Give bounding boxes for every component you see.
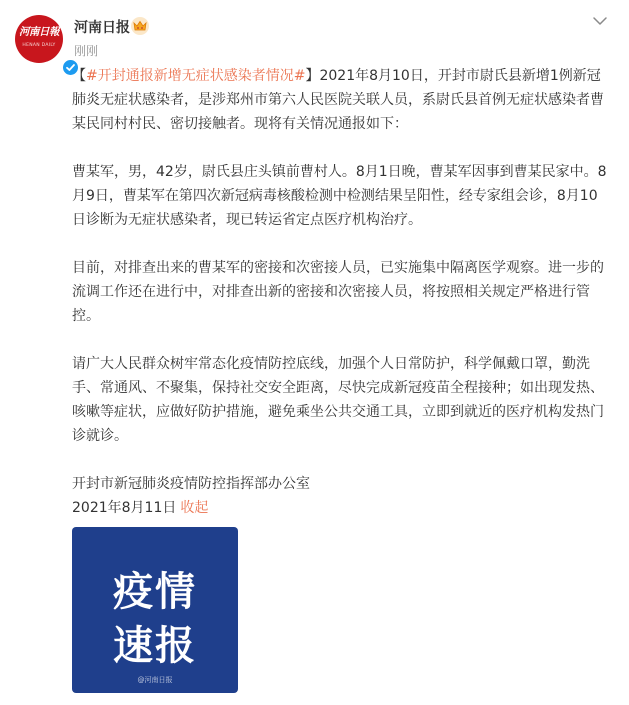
post-date: 2021年8月11日	[72, 500, 177, 516]
collapse-link[interactable]: 收起	[180, 500, 209, 516]
paragraph-1-text: 】2021年8月10日，开封市尉氏县新增1例新冠肺炎无症状感染者，是涉郑州市第六人民医院关联人员，系尉氏县首例无症状感染者曹某民同村村民、密切接触者。现将有关情况通报如下：	[72, 68, 604, 132]
bracket-open: 【	[72, 68, 86, 84]
post-paragraph-4: 请广大人民群众树牢常态化疫情防控底线，加强个人日常防护，科学佩戴口罩，勤洗手、常通风、不聚集，保持社交安全距离，尽快完成新冠疫苗全程接种；如出现发热、咳嗽等症状，应做好防护措施，避免乘坐公共交通工具，立即到就近的医疗机构发热门诊就诊。	[72, 356, 604, 444]
post-date-line	[72, 496, 610, 520]
post-image[interactable]	[72, 527, 238, 693]
post-paragraph-2: 曹某军，男，42岁，尉氏县庄头镇前曹村人。8月1日晚，曹某军因事到曹某民家中。8月9日，曹某军在第四次新冠病毒核酸检测中检测结果呈阳性，经专家组会诊，8月10日诊断为无症状感染者，现已转运省定点医疗机构治疗。	[72, 164, 607, 228]
avatar-logo-text: 河南日報	[19, 26, 59, 38]
post-paragraph-3: 目前，对排查出来的曹某军的密接和次密接人员，已实施集中隔离医学观察。进一步的流调工作还在进行中，对排查出新的密接和次密接人员，将按照相关规定严格进行管控。	[72, 260, 604, 324]
image-text-line-1: 疫情	[113, 569, 197, 615]
crown-icon[interactable]	[131, 17, 149, 35]
image-watermark: @河南日报	[137, 676, 173, 684]
account-name[interactable]: 河南日报	[74, 20, 130, 36]
post-signature: 开封市新冠肺炎疫情防控指挥部办公室	[72, 476, 310, 492]
post-paragraph-1	[72, 64, 610, 136]
hashtag-link[interactable]: #开封通报新增无症状感染者情况#	[86, 68, 306, 84]
avatar[interactable]	[15, 15, 63, 63]
post-time[interactable]: 刚刚	[74, 44, 99, 58]
avatar-logo-subtext: HENAN DAILY	[22, 43, 56, 48]
chevron-down-icon[interactable]	[592, 12, 608, 24]
image-text-line-2: 速报	[113, 623, 197, 669]
